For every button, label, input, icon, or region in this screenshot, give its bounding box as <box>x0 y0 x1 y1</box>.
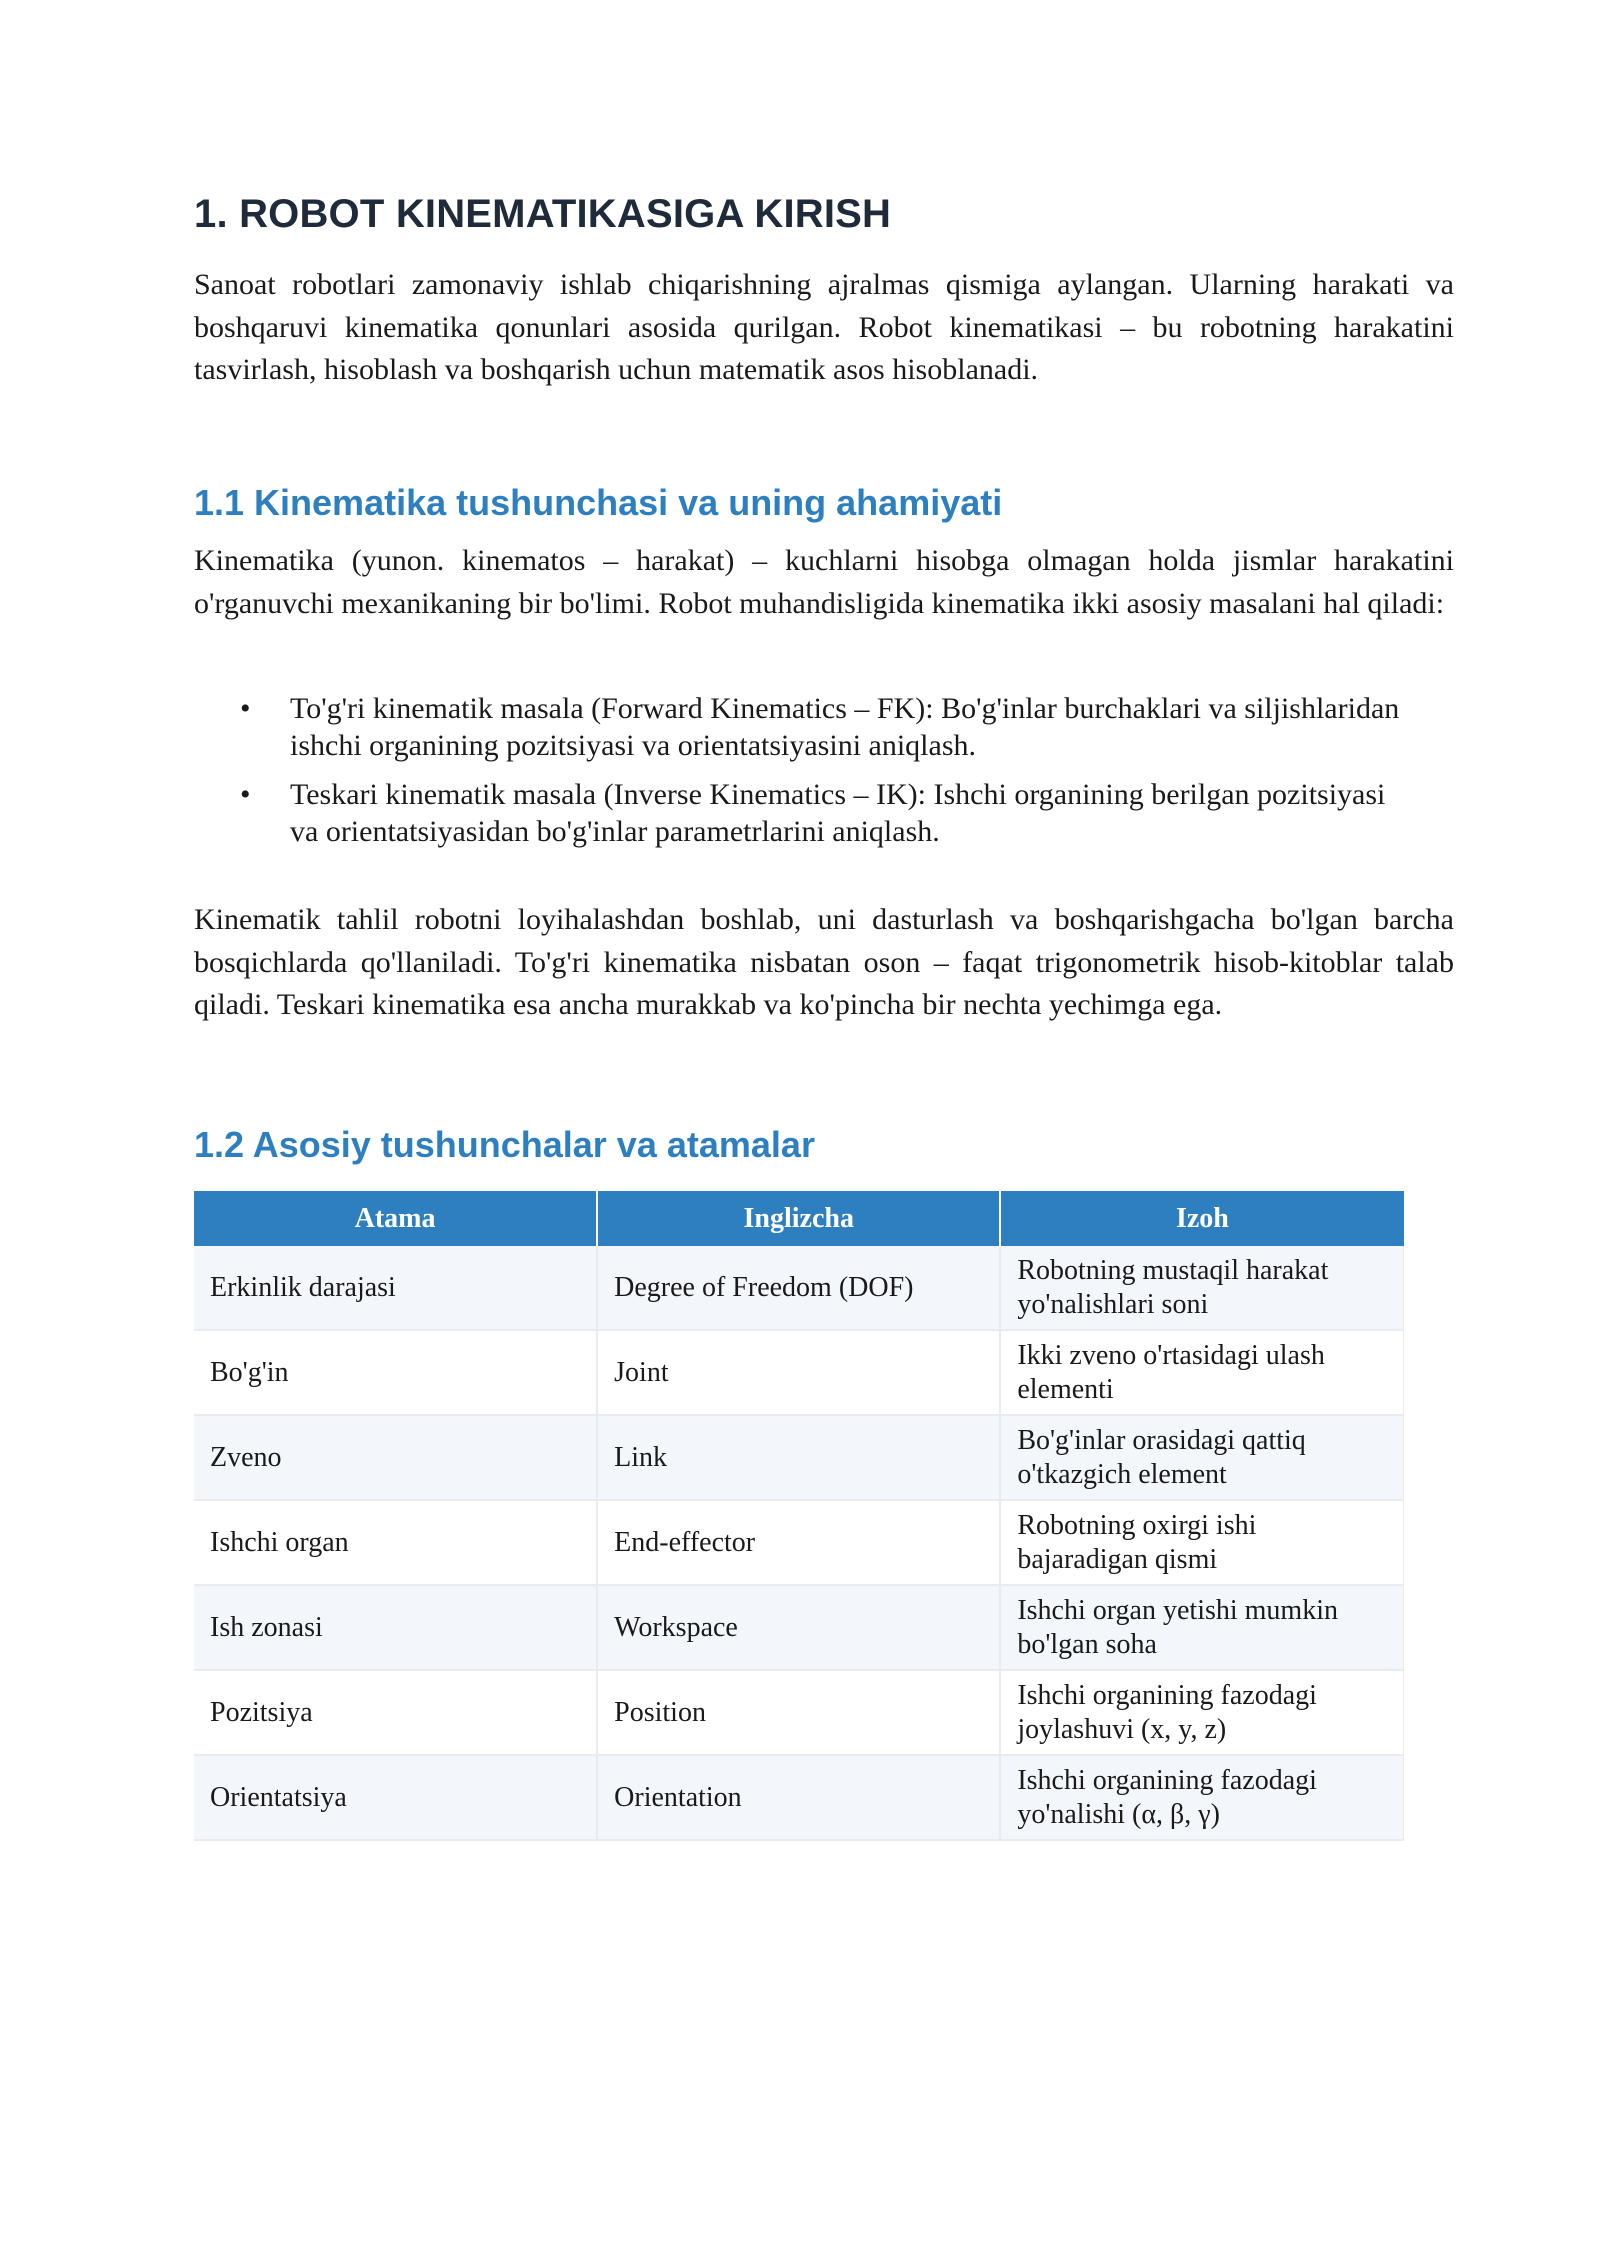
table-cell: Ish zonasi <box>194 1585 597 1670</box>
table-cell: Joint <box>597 1330 1000 1415</box>
bullet-text: Teskari kinematik masala (Inverse Kinematics – IK): Ishchi organining berilgan pozitsiyasi va orientatsiyasidan bo'g'inlar parametrlarini aniqlash. <box>290 778 1386 848</box>
bullet-icon: • <box>240 692 251 725</box>
column-header-english: Inglizcha <box>597 1191 1000 1246</box>
table-cell: Bo'g'in <box>194 1330 597 1415</box>
table-row <box>194 1330 1404 1415</box>
table-cell: Ishchi organ <box>194 1500 597 1585</box>
section-1-1-paragraph-2: Kinematik tahlil robotni loyihalashdan boshlab, uni dasturlash va boshqarishgacha bo'lgan barcha bosqichlarda qo'llaniladi. To'g'ri kinematika nisbatan oson – faqat trigonometrik hisob-kitoblar talab qiladi. Teskari kinematika esa ancha murakkab va ko'pincha bir nechta yechimga ega. <box>194 903 1454 1021</box>
column-header-term: Atama <box>194 1191 597 1246</box>
table-row <box>194 1755 1404 1840</box>
table-cell: Robotning mustaqil harakat yo'nalishlari soni <box>1000 1246 1403 1330</box>
table-row <box>194 1670 1404 1755</box>
table-cell: End-effector <box>597 1500 1000 1585</box>
table-cell: Orientatsiya <box>194 1755 597 1840</box>
bullet-text: To'g'ri kinematik masala (Forward Kinematics – FK): Bo'g'inlar burchaklari va siljishlaridan ishchi organining pozitsiyasi va orientatsiyasini aniqlash. <box>290 692 1400 762</box>
intro-paragraph: Sanoat robotlari zamonaviy ishlab chiqarishning ajralmas qismiga aylangan. Ularning harakati va boshqaruvi kinematika qonunlari asosida qurilgan. Robot kinematikasi – bu robotning harakatini tasvirlash, hisoblash va boshqarish uchun matematik asos hisoblanadi. <box>194 268 1454 386</box>
table-cell: Ishchi organining fazodagi joylashuvi (x, y, z) <box>1000 1670 1403 1755</box>
bullet-item-ik <box>194 776 1420 850</box>
table-row <box>194 1246 1404 1330</box>
table-cell: Erkinlik darajasi <box>194 1246 597 1330</box>
table-row <box>194 1415 1404 1500</box>
table-cell: Ishchi organ yetishi mumkin bo'lgan soha <box>1000 1585 1403 1670</box>
table-cell: Position <box>597 1670 1000 1755</box>
bullet-item-fk <box>194 690 1420 764</box>
fk-ik-bullet-list <box>194 690 1454 862</box>
chapter-heading: 1. ROBOT KINEMATIKASIGA KIRISH <box>194 192 892 236</box>
table-cell: Bo'g'inlar orasidagi qattiq o'tkazgich element <box>1000 1415 1403 1500</box>
bullet-icon: • <box>240 778 251 811</box>
table-cell: Ikki zveno o'rtasidagi ulash elementi <box>1000 1330 1403 1415</box>
table-cell: Degree of Freedom (DOF) <box>597 1246 1000 1330</box>
table-cell: Ishchi organining fazodagi yo'nalishi (α, β, γ) <box>1000 1755 1403 1840</box>
section-1-2-heading: 1.2 Asosiy tushunchalar va atamalar <box>194 1124 815 1165</box>
table-cell: Workspace <box>597 1585 1000 1670</box>
section-1-1-paragraph-1: Kinematika (yunon. kinematos – harakat) – kuchlarni hisobga olmagan holda jismlar harakatini o'rganuvchi mexanikaning bir bo'limi. Robot muhandisligida kinematika ikki asosiy masalani hal qiladi: <box>194 544 1454 620</box>
table-row <box>194 1585 1404 1670</box>
table-cell: Zveno <box>194 1415 597 1500</box>
table-cell: Orientation <box>597 1755 1000 1840</box>
table-header-row <box>194 1191 1404 1246</box>
section-1-1-heading: 1.1 Kinematika tushunchasi va uning ahamiyati <box>194 482 1003 523</box>
table-row <box>194 1500 1404 1585</box>
table-cell: Robotning oxirgi ishi bajaradigan qismi <box>1000 1500 1403 1585</box>
column-header-note: Izoh <box>1000 1191 1403 1246</box>
table-cell: Link <box>597 1415 1000 1500</box>
terms-table <box>194 1191 1404 1841</box>
table-cell: Pozitsiya <box>194 1670 597 1755</box>
